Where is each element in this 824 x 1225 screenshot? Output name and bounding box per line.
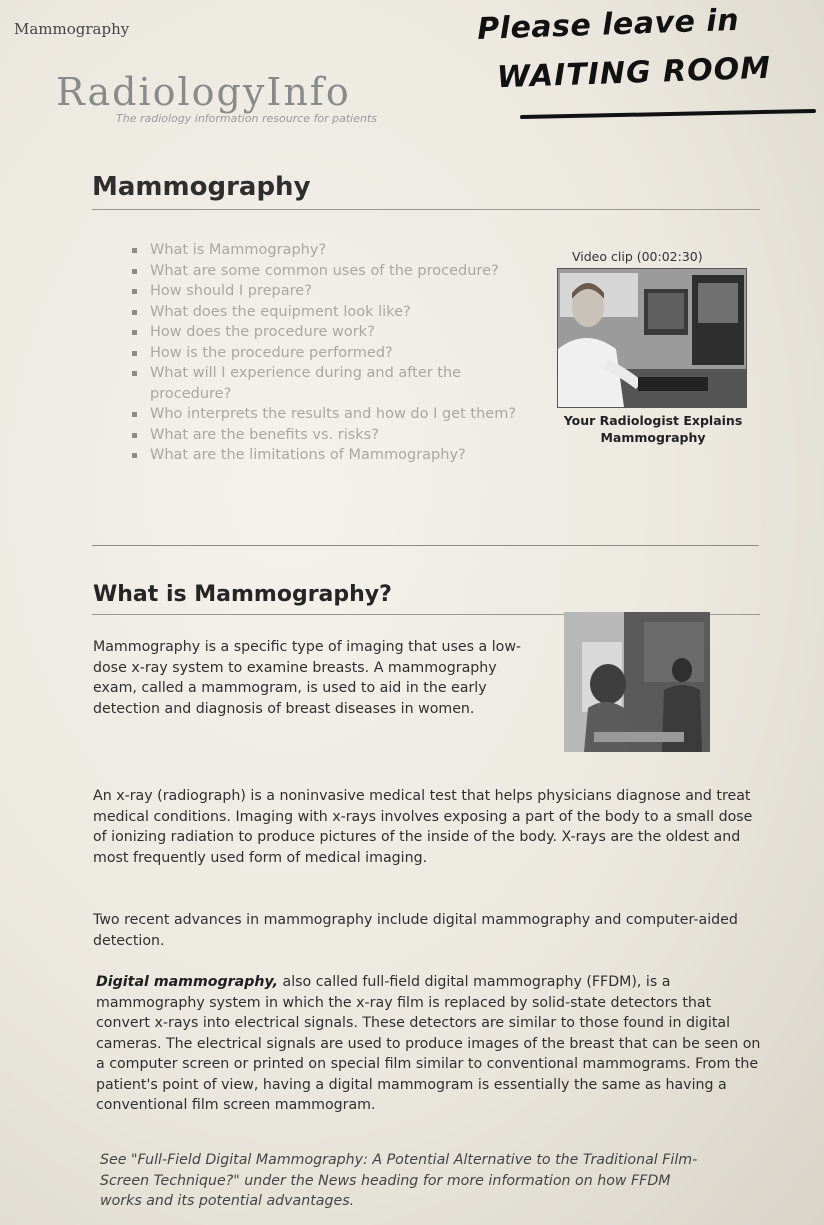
paragraph-digital-mammography [96, 972, 766, 1116]
logo-wordmark: RadiologyInfo [56, 70, 351, 114]
toc-item: What will I experience during and after the procedure? [130, 363, 540, 404]
digital-mammography-body: also called full-field digital mammography (FFDM), is a mammography system in which the x-ray film is replaced by solid-state detectors that convert x-rays into electrical signals. These detectors are similar to those found in digital cameras. The electrical signals are used to produce images of the breast that can be seen on a computer screen or printed on special film similar to conventional mammograms. From the patient's point of view, having a digital mammogram is essentially the same as having a conventional film screen mammogram. [96, 974, 761, 1113]
table-of-contents [130, 240, 540, 466]
radiologist-photo-illustration [558, 269, 746, 407]
page-title: Mammography [92, 172, 311, 202]
exam-room-illustration [564, 612, 710, 752]
handwritten-note-line-2: WAITING ROOM [496, 50, 772, 96]
mammography-exam-photo [564, 612, 710, 752]
toc-item: What does the equipment look like? [130, 302, 540, 323]
video-clip-label: Video clip (00:02:30) [572, 249, 703, 264]
toc-item: What are some common uses of the procedure? [130, 261, 540, 282]
paragraph-xray: An x-ray (radiograph) is a noninvasive medical test that helps physicians diagnose and treat medical conditions. Imaging with x-rays involves exposing a part of the body to a small dose of ionizing radiation to produce pictures of the inside of the body. X-rays are the oldest and most frequently used form of medical imaging. [93, 788, 753, 866]
toc-item: How should I prepare? [130, 281, 540, 302]
logo-tagline: The radiology information resource for patients [116, 112, 377, 125]
digital-mammography-term: Digital mammography, [96, 974, 279, 990]
section-divider [92, 545, 759, 546]
toc-item: What are the benefits vs. risks? [130, 425, 540, 446]
toc-item: What is Mammography? [130, 240, 540, 261]
toc-item: How does the procedure work? [130, 322, 540, 343]
section-heading: What is Mammography? [93, 582, 392, 607]
toc-item: How is the procedure performed? [130, 343, 540, 364]
running-head: Mammography [14, 20, 130, 38]
toc-item: What are the limitations of Mammography? [130, 445, 540, 466]
toc-item: Who interprets the results and how do I get them? [130, 404, 540, 425]
paragraph-see-also: See "Full-Field Digital Mammography: A Potential Alternative to the Traditional Film-Screen Technique?" under the News heading for more information on how FFDM works and its potential advantages. [100, 1152, 698, 1209]
handwritten-note [477, 0, 820, 96]
video-title: Your Radiologist Explains Mammography [563, 413, 743, 445]
handwritten-note-line-1: Please leave in [476, 2, 740, 47]
paragraph-advances: Two recent advances in mammography include digital mammography and computer-aided detection. [93, 912, 738, 949]
video-thumbnail [557, 268, 747, 408]
title-rule [92, 209, 760, 210]
radiologyinfo-logo [56, 70, 377, 125]
paragraph-intro: Mammography is a specific type of imaging that uses a low-dose x-ray system to examine breasts. A mammography exam, called a mammogram, is used to aid in the early detection and diagnosis of breast diseases in women. [93, 639, 522, 717]
